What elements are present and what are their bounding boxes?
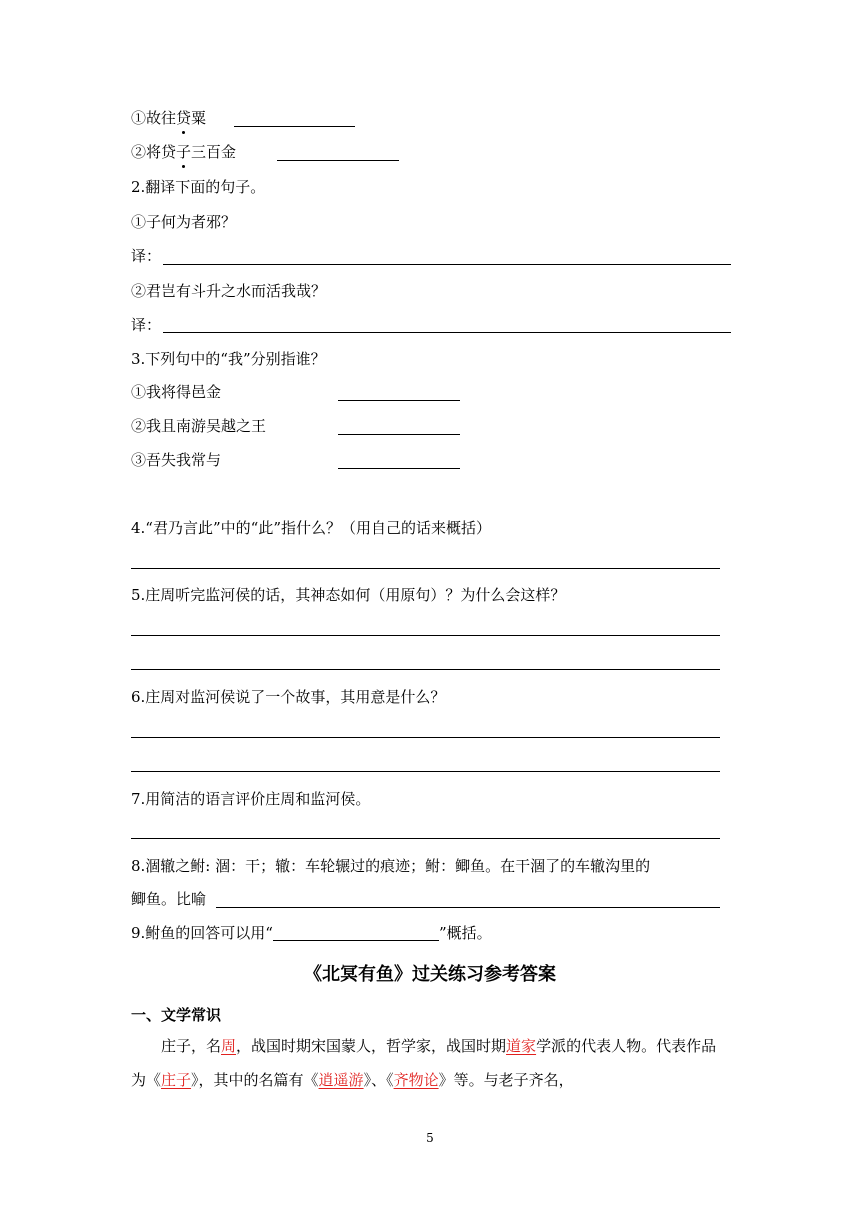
answer-text: 道家	[506, 1037, 537, 1055]
q8-line-1: 8.涸辙之鲋: 涸：干；辙：车轮辗过的痕迹；鲋：鲫鱼。在干涸了的车辙沟里的	[131, 857, 651, 875]
answer-blank[interactable]	[277, 160, 399, 161]
answer-text: 逍遥游	[318, 1071, 364, 1089]
q2-title: 2.翻译下面的句子。	[131, 178, 266, 196]
translation-line[interactable]	[163, 332, 731, 333]
translate-label: 译：	[131, 316, 162, 334]
answer-blank[interactable]	[338, 468, 460, 469]
q3-item-3: ③吾失我常与	[131, 451, 222, 469]
answer-line[interactable]	[131, 635, 720, 636]
answer-paragraph: 庄子，名周，战国时期宋国蒙人，哲学家，战国时期道家学派的代表人物。代表作品为《庄子》，其中的名篇有《逍遥游》、《齐物论》等。与老子齐名，	[131, 1037, 717, 1089]
q7-question: 7.用简洁的语言评价庄周和监河侯。	[131, 790, 371, 808]
q3-item-1: ①我将得邑金	[131, 383, 222, 401]
page-number: 5	[426, 1131, 434, 1145]
q2-sentence-2: ②君岂有斗升之水而活我哉？	[131, 282, 327, 300]
emphasis-dot-char: 子	[176, 143, 192, 161]
answer-line[interactable]	[131, 838, 720, 839]
answer-blank[interactable]	[338, 434, 460, 435]
answer-line[interactable]	[131, 737, 720, 738]
q3-item-2: ②我且南游吴越之王	[131, 417, 267, 435]
q8-line-2: 鲫鱼。比喻	[131, 890, 207, 908]
answer-blank[interactable]	[338, 400, 460, 401]
answer-line[interactable]	[131, 669, 720, 670]
q2-sentence-1: ①子何为者邪？	[131, 213, 237, 231]
answer-line[interactable]	[216, 907, 720, 908]
answers-title: 《北冥有鱼》过关练习参考答案	[304, 964, 556, 985]
translation-line[interactable]	[163, 264, 731, 265]
q6-question: 6.庄周对监河侯说了一个故事，其用意是什么？	[131, 688, 446, 706]
answer-line[interactable]	[131, 568, 720, 569]
translate-label: 译：	[131, 247, 162, 265]
answer-text: 周	[221, 1037, 237, 1055]
q1-item-1: ①故往贷粟	[131, 109, 207, 127]
q4-question: 4.“君乃言此”中的“此”指什么？（用自己的话来概括）	[131, 519, 491, 537]
emphasis-dot-char: 贷	[176, 109, 192, 127]
answer-blank[interactable]	[273, 925, 439, 941]
answer-text: 庄子	[161, 1071, 192, 1089]
answer-text: 齐物论	[393, 1071, 439, 1089]
answer-line[interactable]	[131, 771, 720, 772]
q9-question: 9.鲋鱼的回答可以用“ ”概括。	[131, 924, 492, 942]
q3-title: 3.下列句中的“我”分别指谁？	[131, 350, 326, 368]
q5-question: 5.庄周听完监河侯的话，其神态如何（用原句）？为什么会这样？	[131, 586, 566, 604]
answer-blank[interactable]	[234, 126, 355, 127]
section-literature-knowledge: 一、文学常识	[131, 1006, 222, 1024]
q1-item-2: ②将贷子三百金	[131, 143, 237, 161]
